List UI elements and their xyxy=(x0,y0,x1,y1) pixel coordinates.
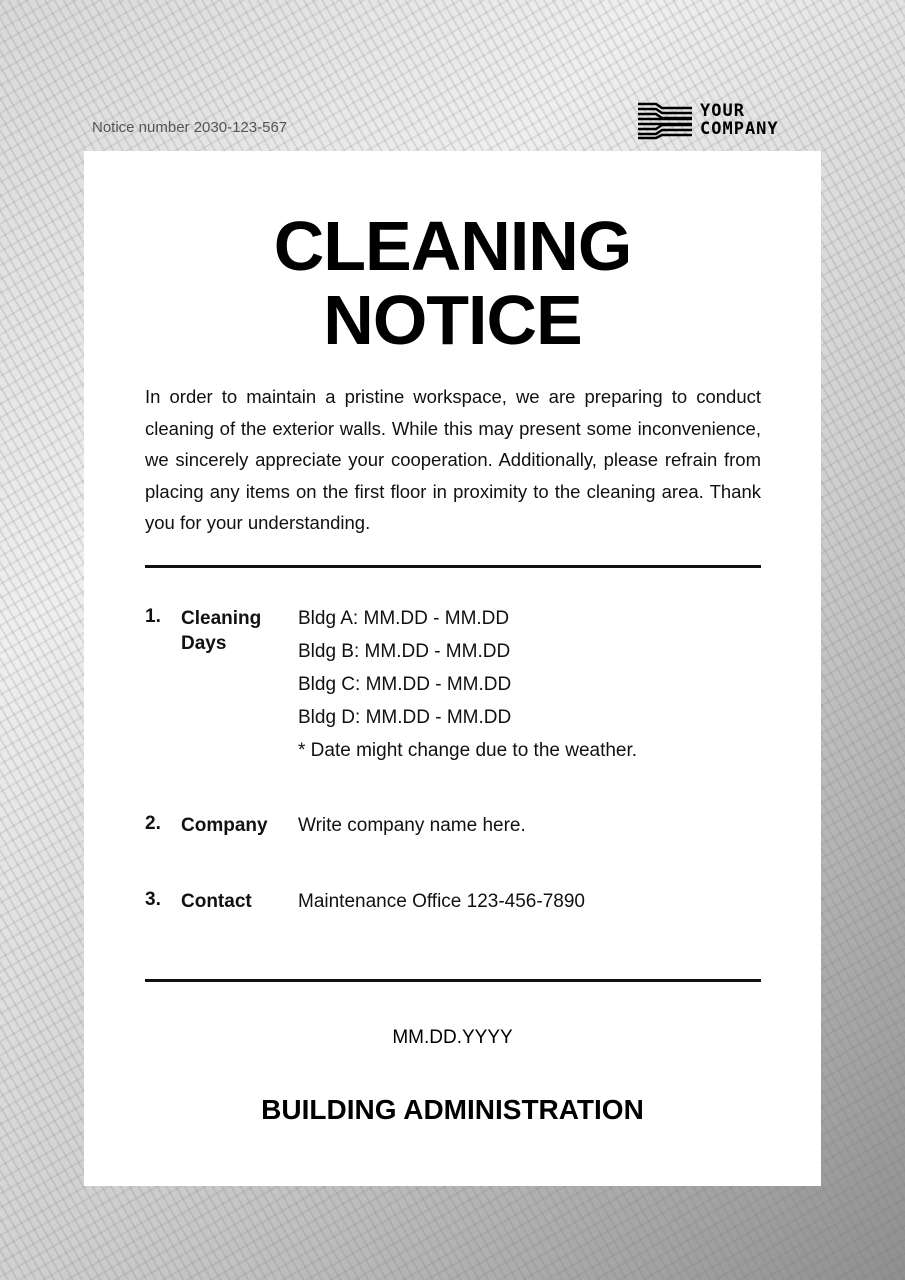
item-value: Write company name here. xyxy=(298,815,526,836)
title-line2: NOTICE xyxy=(323,281,582,359)
page-title xyxy=(84,209,821,357)
item-label: Company xyxy=(181,815,268,836)
title-line1: CLEANING xyxy=(273,207,632,285)
logo-line1: YOUR xyxy=(700,101,745,121)
divider xyxy=(145,565,761,568)
item-value xyxy=(298,602,637,767)
building-stripes-icon xyxy=(636,100,694,140)
item-number: 2. xyxy=(145,813,161,834)
item-label: Contact xyxy=(181,891,252,912)
company-logo xyxy=(636,100,779,140)
bldg-a: Bldg A: MM.DD - MM.DD xyxy=(298,608,510,629)
weather-note: * Date might change due to the weather. xyxy=(298,740,638,761)
logo-line2: COMPANY xyxy=(700,119,779,139)
item-number: 3. xyxy=(145,889,161,910)
notice-date: MM.DD.YYYY xyxy=(392,1027,513,1048)
intro-paragraph: In order to maintain a pristine workspace, we are preparing to conduct cleaning of the exterior walls. While this may present some inconvenience, we sincerely appreciate your cooperation. Additionally, please refrain from placing any items on the first floor in proximity to the cleaning area. Thank you for your understanding. xyxy=(145,386,761,533)
bldg-c: Bldg C: MM.DD - MM.DD xyxy=(298,674,512,695)
item-value: Maintenance Office 123-456-7890 xyxy=(298,891,585,912)
notice-card xyxy=(84,151,821,1186)
item-label: Cleaning Days xyxy=(181,608,262,654)
bldg-d: Bldg D: MM.DD - MM.DD xyxy=(298,707,512,728)
notice-number: Notice number 2030-123-567 xyxy=(92,119,288,136)
item-number: 1. xyxy=(145,606,161,627)
signature: BUILDING ADMINISTRATION xyxy=(261,1094,644,1125)
bldg-b: Bldg B: MM.DD - MM.DD xyxy=(298,641,511,662)
divider xyxy=(145,979,761,982)
